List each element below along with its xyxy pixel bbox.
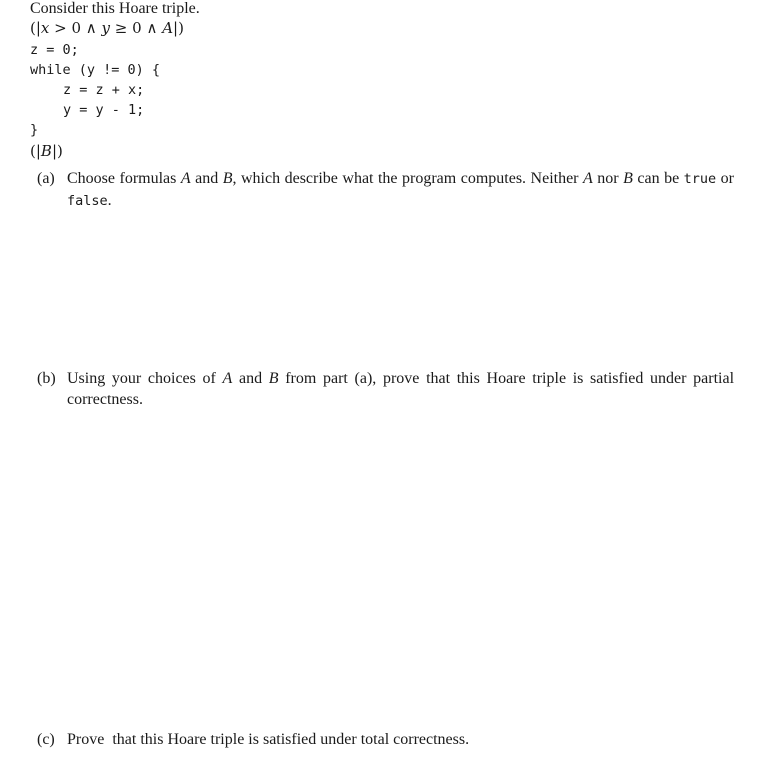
formula-A: A <box>180 170 191 187</box>
text-span: . <box>107 192 112 209</box>
question-part-a <box>37 168 734 212</box>
part-label: (a) <box>37 170 55 187</box>
formula-A: A <box>162 19 174 37</box>
and-symbol: ∧ <box>81 19 102 37</box>
var-x: x <box>40 19 50 37</box>
question-text <box>67 168 734 212</box>
text-span: can be <box>632 170 684 187</box>
code-line-4: y = y - 1; <box>63 102 145 118</box>
precondition <box>30 18 184 38</box>
formula-A: A <box>583 170 593 187</box>
ge-symbol: ≥ <box>110 19 133 37</box>
close-bracket: |) <box>173 19 184 37</box>
gt-symbol: > <box>49 19 72 37</box>
formula-A: A <box>222 370 233 387</box>
text-span: and <box>232 370 269 387</box>
text-span: or <box>716 170 735 187</box>
open-bracket: (| <box>30 19 41 37</box>
keyword-true: true <box>683 171 717 187</box>
open-bracket: (| <box>30 142 41 160</box>
text-span: Using your choices of <box>67 370 223 387</box>
code-line-3: z = z + x; <box>63 82 145 98</box>
text-span: from part (a), prove that this Hoare triple is satisfied under partial correctness. <box>67 370 735 408</box>
zero: 0 <box>71 19 82 37</box>
and-symbol: ∧ <box>141 19 163 37</box>
code-line-5: } <box>30 122 39 138</box>
question-part-c <box>37 729 734 750</box>
zero: 0 <box>132 19 142 37</box>
question-text <box>67 368 734 410</box>
var-y: y <box>101 19 111 37</box>
keyword-false: false <box>67 193 108 209</box>
close-bracket: |) <box>51 142 63 160</box>
postcondition <box>30 141 63 161</box>
text-span: , which describe what the program computes. Neither <box>232 170 584 187</box>
part-label: (b) <box>37 370 56 387</box>
formula-B: B <box>268 370 279 387</box>
text-span: and <box>190 170 223 187</box>
question-text: Prove that this Hoare triple is satisfied under total correctness. <box>67 731 470 748</box>
formula-B: B <box>623 170 633 187</box>
formula-B: B <box>40 142 52 160</box>
question-part-b <box>37 368 734 410</box>
text-span: Choose formulas <box>67 170 181 187</box>
code-line-2: while (y != 0) { <box>30 62 161 78</box>
code-line-1: z = 0; <box>30 42 79 58</box>
intro-text: Consider this Hoare triple. <box>30 0 200 17</box>
text-span: nor <box>592 170 624 187</box>
part-label: (c) <box>37 731 55 748</box>
formula-B: B <box>222 170 233 187</box>
